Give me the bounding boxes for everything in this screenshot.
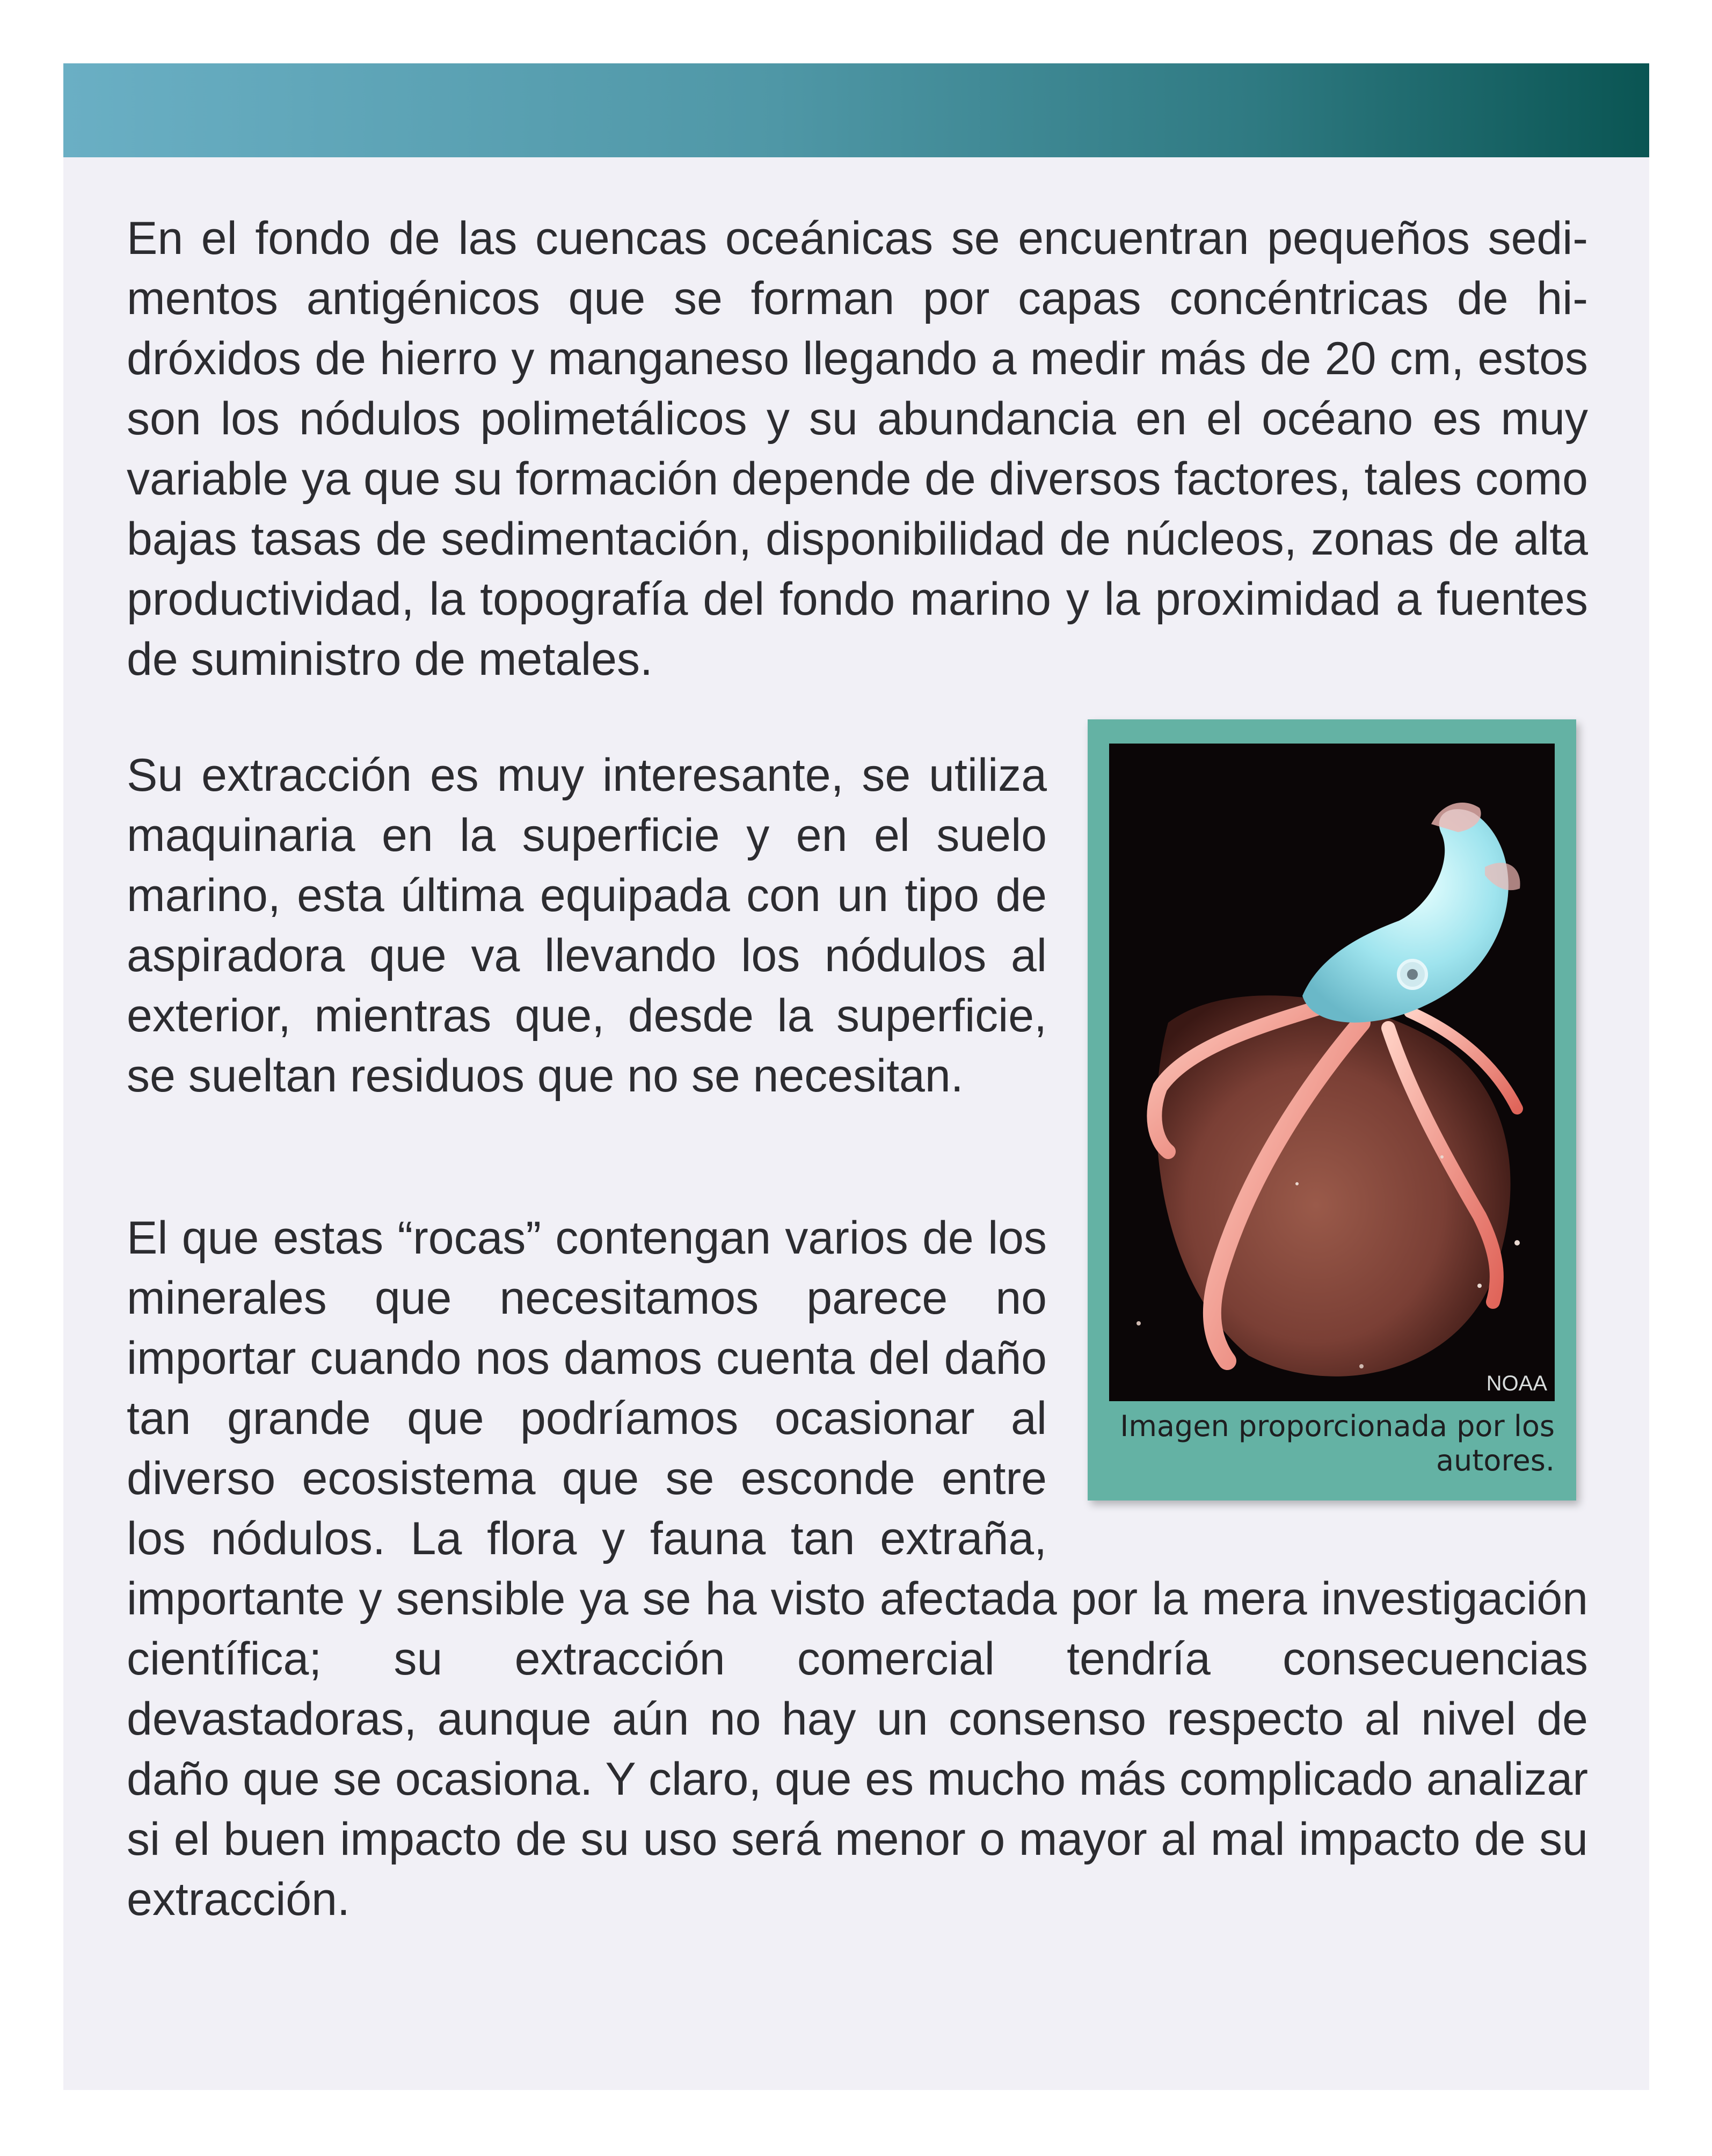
figure-caption: Imagen proporcionada por los autores. <box>1120 1409 1555 1477</box>
photo-credit: NOAA <box>1486 1372 1547 1395</box>
paragraph-2: Su extracción es muy interesante, se utiliza maquinaria en la superficie y en el suelo marino, esta última equipada con un tipo de aspiradora que va llevando los nódulos al exterior, mientras que, desde la superficie, se sueltan residuos que no se necesitan. <box>127 749 1047 1102</box>
octopus-photo <box>1109 744 1555 1401</box>
figure-frame <box>1088 719 1576 1501</box>
paragraph-3: El que estas “rocas” contengan varios de los minerales que necesitamos parece no importar cuando nos damos cuenta del daño tan grande que podríamos ocasionar al diverso ecosistema que se esconde entre los nódulos. La flora y fauna tan extraña, importante y sensible ya se ha visto afectada por la mera investigación científica; su extracción comercial tendría consecuencias devastadoras, aunque aún no hay un consenso respecto al nivel de daño que se ocasiona. Y claro, que es mucho más complicado analizar si el buen impacto de su uso será menor o mayor al mal impacto de su extracción. <box>127 1212 1588 1925</box>
paragraph-1: En el fondo de las cuencas oceánicas se encuentran pequeños sedimentos antigénicos que se forman por capas concéntricas de hidróxidos de hierro y manganeso llegando a medir más de 20 cm, estos son los nódulos polimetálicos y su abundancia en el océano es muy variable ya que su formación depende de diversos factores, tales como bajas tasas de sedimentación, disponibilidad de núcleos, zonas de alta productividad, la topografía del fondo marino y la proximidad a fuentes de suministro de metales. <box>127 213 1588 685</box>
header-band <box>63 63 1649 157</box>
octopus-illustration <box>1109 744 1555 1401</box>
